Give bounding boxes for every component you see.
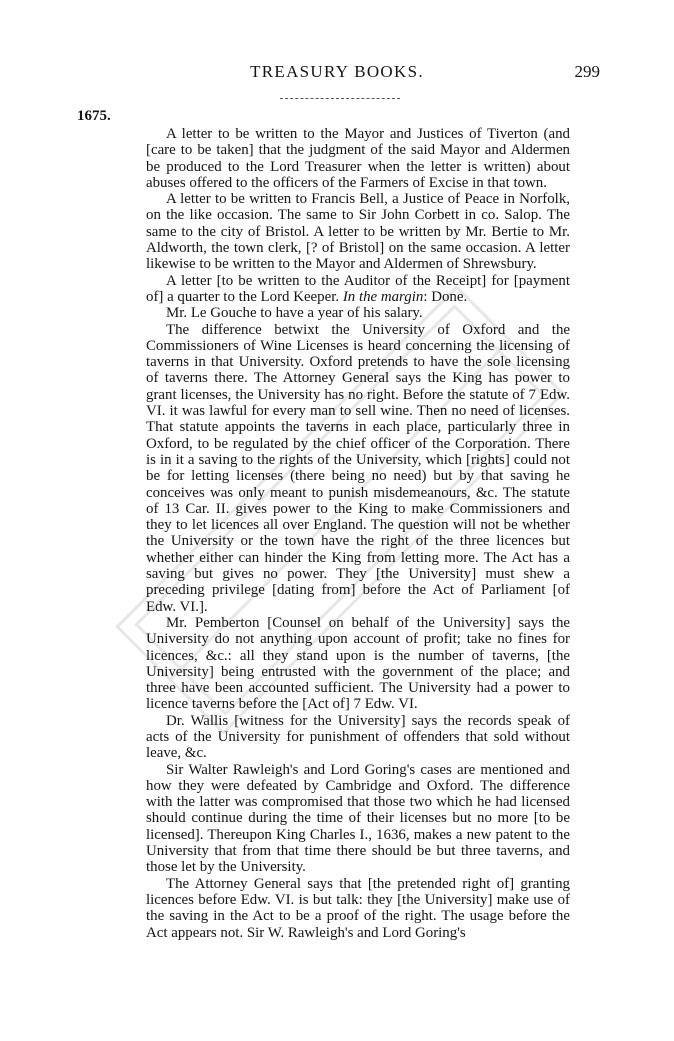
paragraph: Mr. Le Gouche to have a year of his salary. — [166, 305, 423, 322]
paragraph: A letter to be written to Francis Bell, a Justice of Peace in Norfolk, on the like occasion. The same to Sir John Corbett in co. Salop. The same to the city of Bristol. A letter to be written by Mr. Bertie to Mr. Aldworth, the town clerk, [? of Bristol] on the same occasion. A letter likewise to be written to the Mayor and Aldermen of Shrewsbury. — [146, 191, 570, 273]
paragraph: Sir Walter Rawleigh's and Lord Goring's cases are mentioned and how they were defeated by Cambridge and Oxford. The difference with the latter was compromised that those two which he had licensed should continue during the time of their licenses but no more [to be licensed]. Thereupon King Charles I., 1636, makes a new patent to the University that from that time there should be but three taverns, and those let by the University. — [146, 761, 570, 876]
paragraph: Dr. Wallis [witness for the University] says the records speak of acts of the University for punishment of offenders that sold without leave, &c. — [146, 712, 570, 762]
paragraph — [146, 273, 570, 306]
header-rule — [280, 98, 400, 99]
margin-note-text: : Done. — [423, 288, 468, 305]
paragraph: The difference betwixt the University of Oxford and the Commissioners of Wine Licenses is heard concerning the licensing of taverns in that University. Oxford pretends to have the sole licensing of taverns there. The Attorney General says the King has power to grant licenses, the University has no right. Before the statute of 7 Edw. VI. it was lawful for every man to sell wine. Then no need of licenses. That statute appoints the taverns in each place, particularly three in Oxford, to be regulated by the chief officer of the Corporation. There is in it a saving to the rights of the University, which [rights] could not be for letting licenses (there being no need) but by that saving he conceives was only meant to punish misdemeanours, &c. The statute of 13 Car. II. gives power to the King to make Commissioners and they to let licences all over England. The question will not be whether the University or the town have the right of the three licences but whether either can hinder the King from letting more. The Act has a saving but gives no power. They [the University] must shew a preceding privilege [dating from] before the Act of Parliament [of Edw. VI.]. — [146, 321, 570, 615]
running-head — [0, 60, 674, 86]
page-number: 299 — [574, 62, 600, 81]
margin-year: 1675. — [77, 108, 111, 124]
margin-note-label: In the margin — [342, 288, 424, 305]
paragraph: Mr. Pemberton [Counsel on behalf of the University] says the University do not anything upon account of profit; take no fines for licences, &c.: all they stand upon is the number of taverns, [the University] being entrusted with the government of the place; and three have been accounted sufficient. The University had a power to licence taverns before the [Act of] 7 Edw. VI. — [146, 614, 570, 713]
paragraph: The Attorney General says that [the pretended right of] granting licences before Edw. VI. is but talk: they [the University] make use of the saving in the Act to be a proof of the right. The usage before the Act appears not. Sir W. Rawleigh's and Lord Goring's — [146, 875, 570, 941]
running-title: TREASURY BOOKS. — [250, 62, 424, 81]
paragraph-text: A letter [to be written to the Auditor of the Receipt] for [payment of] a quarter to the Lord Keeper. — [146, 272, 570, 305]
paragraph: A letter to be written to the Mayor and Justices of Tiverton (and [care to be taken] that the judgment of the said Mayor and Aldermen be produced to the Lord Treasurer when the letter is written) about abuses offered to the officers of the Farmers of Excise in that town. — [146, 126, 570, 191]
body-text — [146, 126, 570, 941]
